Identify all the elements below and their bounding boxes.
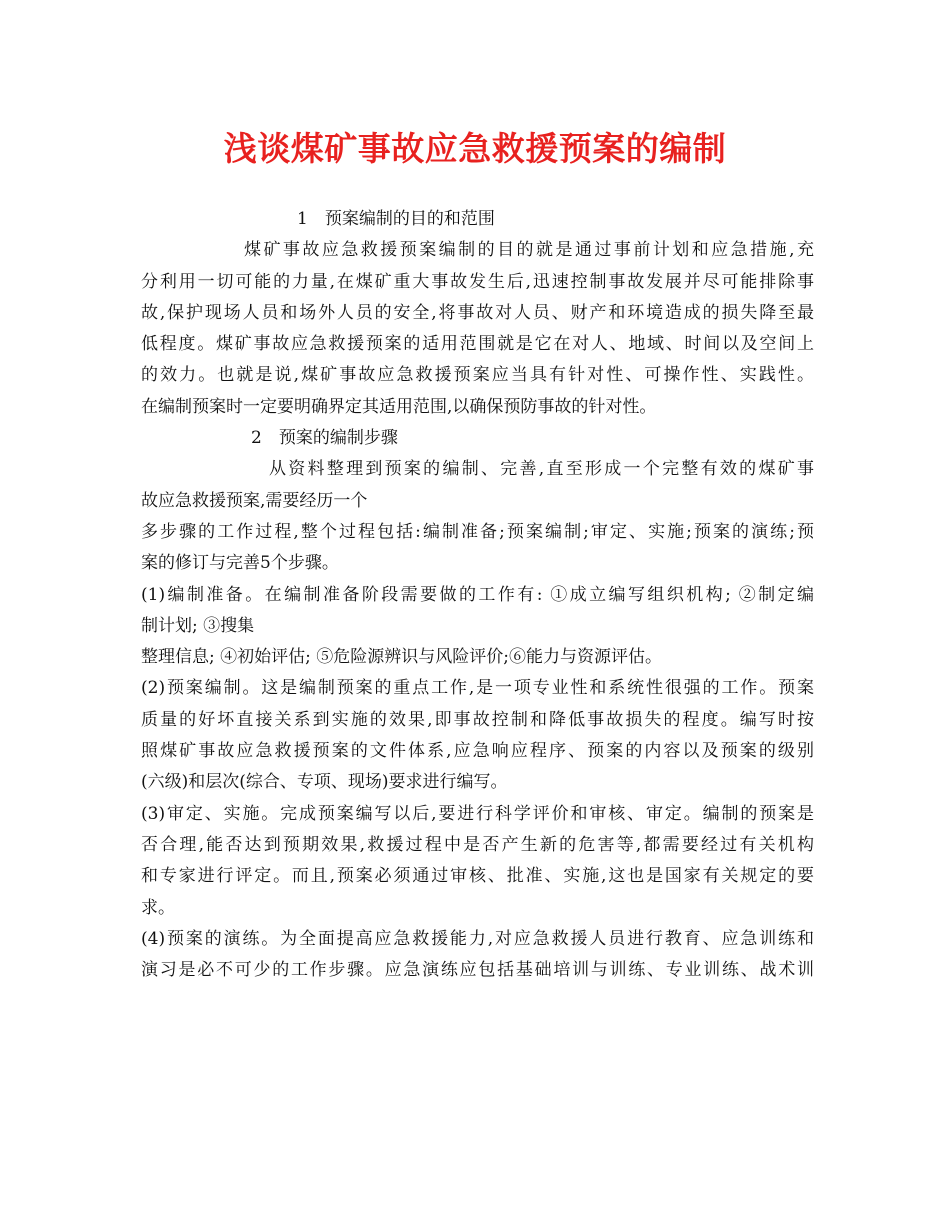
paragraph-line: 照煤矿事故应急救援预案的文件体系,应急响应程序、预案的内容以及预案的级别 (141, 741, 814, 762)
paragraph-line: 低程度。煤矿事故应急救援预案的适用范围就是它在对人、地域、时间以及空间上 (141, 334, 814, 355)
paragraph-line: 煤矿事故应急救援预案编制的目的就是通过事前计划和应急措施,充 (244, 240, 814, 261)
paragraph-line: 故应急救援预案,需要经历一个 (141, 490, 368, 511)
paragraph-line: 否合理,能否达到预期效果,救援过程中是否产生新的危害等,都需要经过有关机构 (141, 834, 814, 855)
paragraph-line: 整理信息; ④初始评估; ⑤危险源辨识与风险评价;⑥能力与资源评估。 (141, 647, 662, 668)
paragraph-line: 的效力。也就是说,煤矿事故应急救援预案应当具有针对性、可操作性、实践性。 (141, 365, 814, 386)
paragraph-line: 案的修订与完善5个步骤。 (141, 553, 339, 574)
paragraph-line: (3)审定、实施。完成预案编写以后,要进行科学评价和审核、审定。编制的预案是 (141, 803, 814, 824)
paragraph-line: 故,保护现场人员和场外人员的安全,将事故对人员、财产和环境造成的损失降至最 (141, 302, 814, 323)
paragraph-line: 和专家进行评定。而且,预案必须通过审核、批准、实施,这也是国家有关规定的要 (141, 866, 814, 887)
section-2-heading: 2 预案的编制步骤 (251, 428, 398, 449)
paragraph-line: 在编制预案时一定要明确界定其适用范围,以确保预防事故的针对性。 (141, 396, 657, 417)
paragraph-line: 从资料整理到预案的编制、完善,直至形成一个完整有效的煤矿事 (269, 459, 814, 480)
paragraph-line: 制计划; ③搜集 (141, 615, 255, 636)
paragraph-line: (2)预案编制。这是编制预案的重点工作,是一项专业性和系统性很强的工作。预案 (141, 678, 814, 699)
paragraph-line: 求。 (141, 897, 175, 918)
document-title: 浅谈煤矿事故应急救援预案的编制 (223, 129, 727, 168)
section-1-heading: 1 预案编制的目的和范围 (297, 209, 495, 229)
paragraph-line: 多步骤的工作过程,整个过程包括:编制准备;预案编制;审定、实施;预案的演练;预 (141, 521, 814, 542)
paragraph-line: 演习是必不可少的工作步骤。应急演练应包括基础培训与训练、专业训练、战术训 (141, 960, 814, 981)
paragraph-line: (1)编制准备。在编制准备阶段需要做的工作有: ①成立编写组织机构; ②制定编 (141, 584, 814, 605)
paragraph-line: 质量的好坏直接关系到实施的效果,即事故控制和降低事故损失的程度。编写时按 (141, 709, 814, 730)
paragraph-line: (4)预案的演练。为全面提高应急救援能力,对应急救援人员进行教育、应急训练和 (141, 928, 814, 949)
paragraph-line: 分利用一切可能的力量,在煤矿重大事故发生后,迅速控制事故发展并尽可能排除事 (141, 271, 814, 292)
document-body (141, 204, 814, 986)
paragraph-line: (六级)和层次(综合、专项、现场)要求进行编写。 (141, 772, 508, 793)
